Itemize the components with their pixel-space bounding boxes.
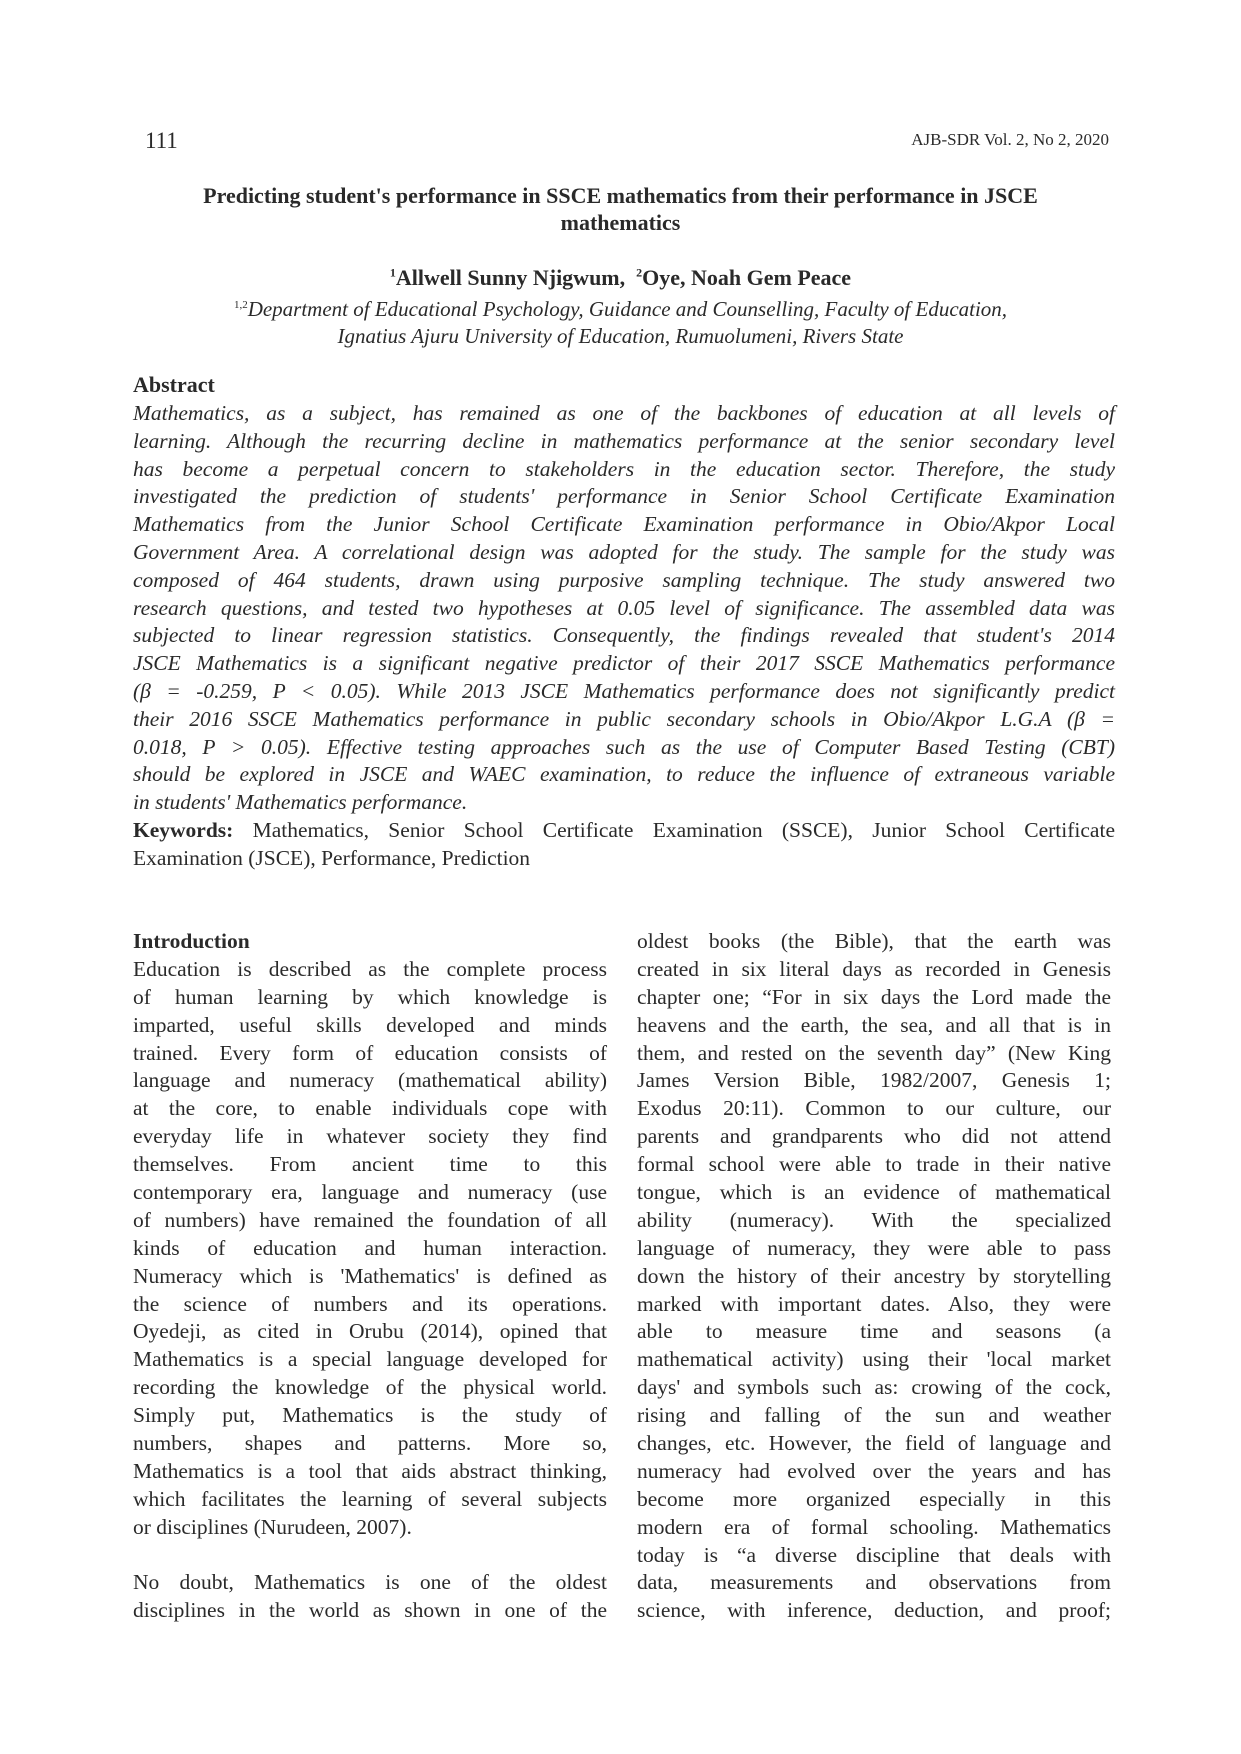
- paragraph-gap: [133, 1542, 607, 1570]
- text-line: 0.018, P > 0.05). Effective testing approaches such as the use of Computer Based Testing (CBT): [133, 734, 1115, 759]
- text-line: numbers, shapes and patterns. More so,: [133, 1431, 607, 1456]
- text-line: science, with inference, deduction, and proof;: [637, 1598, 1111, 1623]
- text-line: of human learning by which knowledge is: [133, 984, 607, 1009]
- text-line: Government Area. A correlational design was adopted for the study. The sample for the study was: [133, 539, 1115, 564]
- text-line: JSCE Mathematics is a significant negative predictor of their 2017 SSCE Mathematics performance: [133, 651, 1115, 676]
- text-line: parents and grandparents who did not attend: [637, 1124, 1111, 1149]
- text-line: become more organized especially in this: [637, 1486, 1111, 1511]
- keywords-text: Mathematics, Senior School Certificate Examination (SSCE), Junior School Certificate: [233, 818, 1115, 842]
- text-line: which facilitates the learning of several subjects: [133, 1486, 607, 1511]
- author-name: Allwell Sunny Njigwum,: [395, 265, 626, 290]
- text-line: data, measurements and observations from: [637, 1570, 1111, 1595]
- text-line: marked with important dates. Also, they were: [637, 1291, 1111, 1316]
- keywords-label: Keywords:: [133, 818, 234, 842]
- text-line: Oyedeji, as cited in Orubu (2014), opined that: [133, 1319, 607, 1344]
- text-line: in students' Mathematics performance.: [133, 790, 468, 815]
- text-line: able to measure time and seasons (a: [637, 1319, 1111, 1344]
- text-line: has become a perpetual concern to stakeholders in the education sector. Therefore, the study: [133, 456, 1115, 481]
- text-line: recording the knowledge of the physical world.: [133, 1375, 607, 1400]
- text-line: heavens and the earth, the sea, and all that is in: [637, 1012, 1111, 1037]
- text-line: formal school were able to trade in their native: [637, 1152, 1111, 1177]
- text-line: Education is described as the complete process: [133, 956, 607, 981]
- abstract-body: [133, 400, 1115, 817]
- keywords-text: Examination (JSCE), Performance, Prediction: [133, 845, 531, 870]
- text-line: themselves. From ancient time to this: [133, 1152, 607, 1177]
- text-line: everyday life in whatever society they find: [133, 1124, 607, 1149]
- text-line: their 2016 SSCE Mathematics performance in public secondary schools in Obio/Akpor L.G.A (β =: [133, 706, 1115, 731]
- keywords: [133, 817, 1115, 873]
- text-line: No doubt, Mathematics is one of the oldest: [133, 1570, 607, 1595]
- text-line: research questions, and tested two hypotheses at 0.05 level of significance. The assembled data was: [133, 595, 1115, 620]
- text-line: language of numeracy, they were able to pass: [637, 1235, 1111, 1260]
- text-line: chapter one; “For in six days the Lord made the: [637, 984, 1111, 1009]
- text-line: contemporary era, language and numeracy (use: [133, 1180, 607, 1205]
- text-line: subjected to linear regression statistics. Consequently, the findings revealed that student's 2014: [133, 623, 1115, 648]
- text-line: or disciplines (Nurudeen, 2007).: [133, 1514, 412, 1539]
- paper-title-line: Predicting student's performance in SSCE mathematics from their performance in JSCE: [203, 183, 1038, 208]
- text-line: language and numeracy (mathematical ability): [133, 1068, 607, 1093]
- text-line: should be explored in JSCE and WAEC examination, to reduce the influence of extraneous variable: [133, 762, 1115, 787]
- text-line: today is “a diverse discipline that deals with: [637, 1542, 1111, 1567]
- text-line: changes, etc. However, the field of language and: [637, 1431, 1111, 1456]
- abstract-heading: Abstract: [133, 372, 215, 397]
- text-line: tongue, which is an evidence of mathematical: [637, 1180, 1111, 1205]
- affiliation-marker: 1,2: [233, 299, 248, 311]
- column-right: [637, 928, 1111, 1625]
- text-line: composed of 464 students, drawn using purposive sampling technique. The study answered two: [133, 567, 1115, 592]
- text-line: learning. Although the recurring decline in mathematics performance at the senior secondary level: [133, 428, 1115, 453]
- page-number: 111: [145, 128, 178, 153]
- text-line: numeracy had evolved over the years and has: [637, 1458, 1111, 1483]
- text-line: oldest books (the Bible), that the earth was: [637, 929, 1111, 953]
- text-line: James Version Bible, 1982/2007, Genesis 1;: [637, 1068, 1111, 1093]
- text-line: mathematical activity) using their 'local market: [637, 1347, 1111, 1372]
- author-name: Oye, Noah Gem Peace: [642, 265, 852, 290]
- text-line: ability (numeracy). With the specialized: [637, 1207, 1111, 1232]
- text-line: trained. Every form of education consists of: [133, 1040, 607, 1065]
- text-line: created in six literal days as recorded in Genesis: [637, 956, 1111, 981]
- text-line: Mathematics from the Junior School Certificate Examination performance in Obio/Akpor Local: [133, 512, 1115, 537]
- text-line: (β = -0.259, P < 0.05). While 2013 JSCE Mathematics performance does not significantly predict: [133, 678, 1115, 703]
- text-line: Numeracy which is 'Mathematics' is defined as: [133, 1263, 607, 1288]
- affiliation-line: Department of Educational Psychology, Guidance and Counselling, Faculty of Education,: [247, 297, 1008, 321]
- text-line: Exodus 20:11). Common to our culture, our: [637, 1096, 1111, 1121]
- text-line: modern era of formal schooling. Mathematics: [637, 1514, 1111, 1539]
- text-line: of numbers) have remained the foundation of all: [133, 1207, 607, 1232]
- text-line: Mathematics, as a subject, has remained as one of the backbones of education at all levels of: [133, 401, 1115, 425]
- text-line: Mathematics is a special language developed for: [133, 1347, 607, 1372]
- text-line: down the history of their ancestry by storytelling: [637, 1263, 1111, 1288]
- text-line: rising and falling of the sun and weather: [637, 1403, 1111, 1428]
- text-line: the science of numbers and its operations.: [133, 1291, 607, 1316]
- text-line: kinds of education and human interaction.: [133, 1235, 607, 1260]
- author-list: [130, 265, 1111, 291]
- journal-citation: AJB-SDR Vol. 2, No 2, 2020: [911, 130, 1109, 149]
- text-line: imparted, useful skills developed and minds: [133, 1012, 607, 1037]
- text-line: investigated the prediction of students' performance in Senior School Certificate Examination: [133, 484, 1115, 509]
- text-line: disciplines in the world as shown in one of the: [133, 1598, 607, 1623]
- affiliation-line: Ignatius Ajuru University of Education, Rumuolumeni, Rivers State: [337, 324, 904, 348]
- affiliation: [130, 292, 1111, 350]
- author-affiliation-marker: 1: [389, 265, 396, 280]
- paper-title-line: mathematics: [560, 210, 681, 235]
- text-line: at the core, to enable individuals cope with: [133, 1096, 607, 1121]
- text-line: days' and symbols such as: crowing of the cock,: [637, 1375, 1111, 1400]
- author-affiliation-marker: 2: [636, 265, 643, 280]
- column-left: [133, 928, 607, 1625]
- paper-title: [130, 182, 1111, 236]
- section-heading-introduction: Introduction: [133, 929, 250, 953]
- text-line: Simply put, Mathematics is the study of: [133, 1403, 607, 1428]
- text-line: Mathematics is a tool that aids abstract thinking,: [133, 1458, 607, 1483]
- text-line: them, and rested on the seventh day” (New King: [637, 1040, 1111, 1065]
